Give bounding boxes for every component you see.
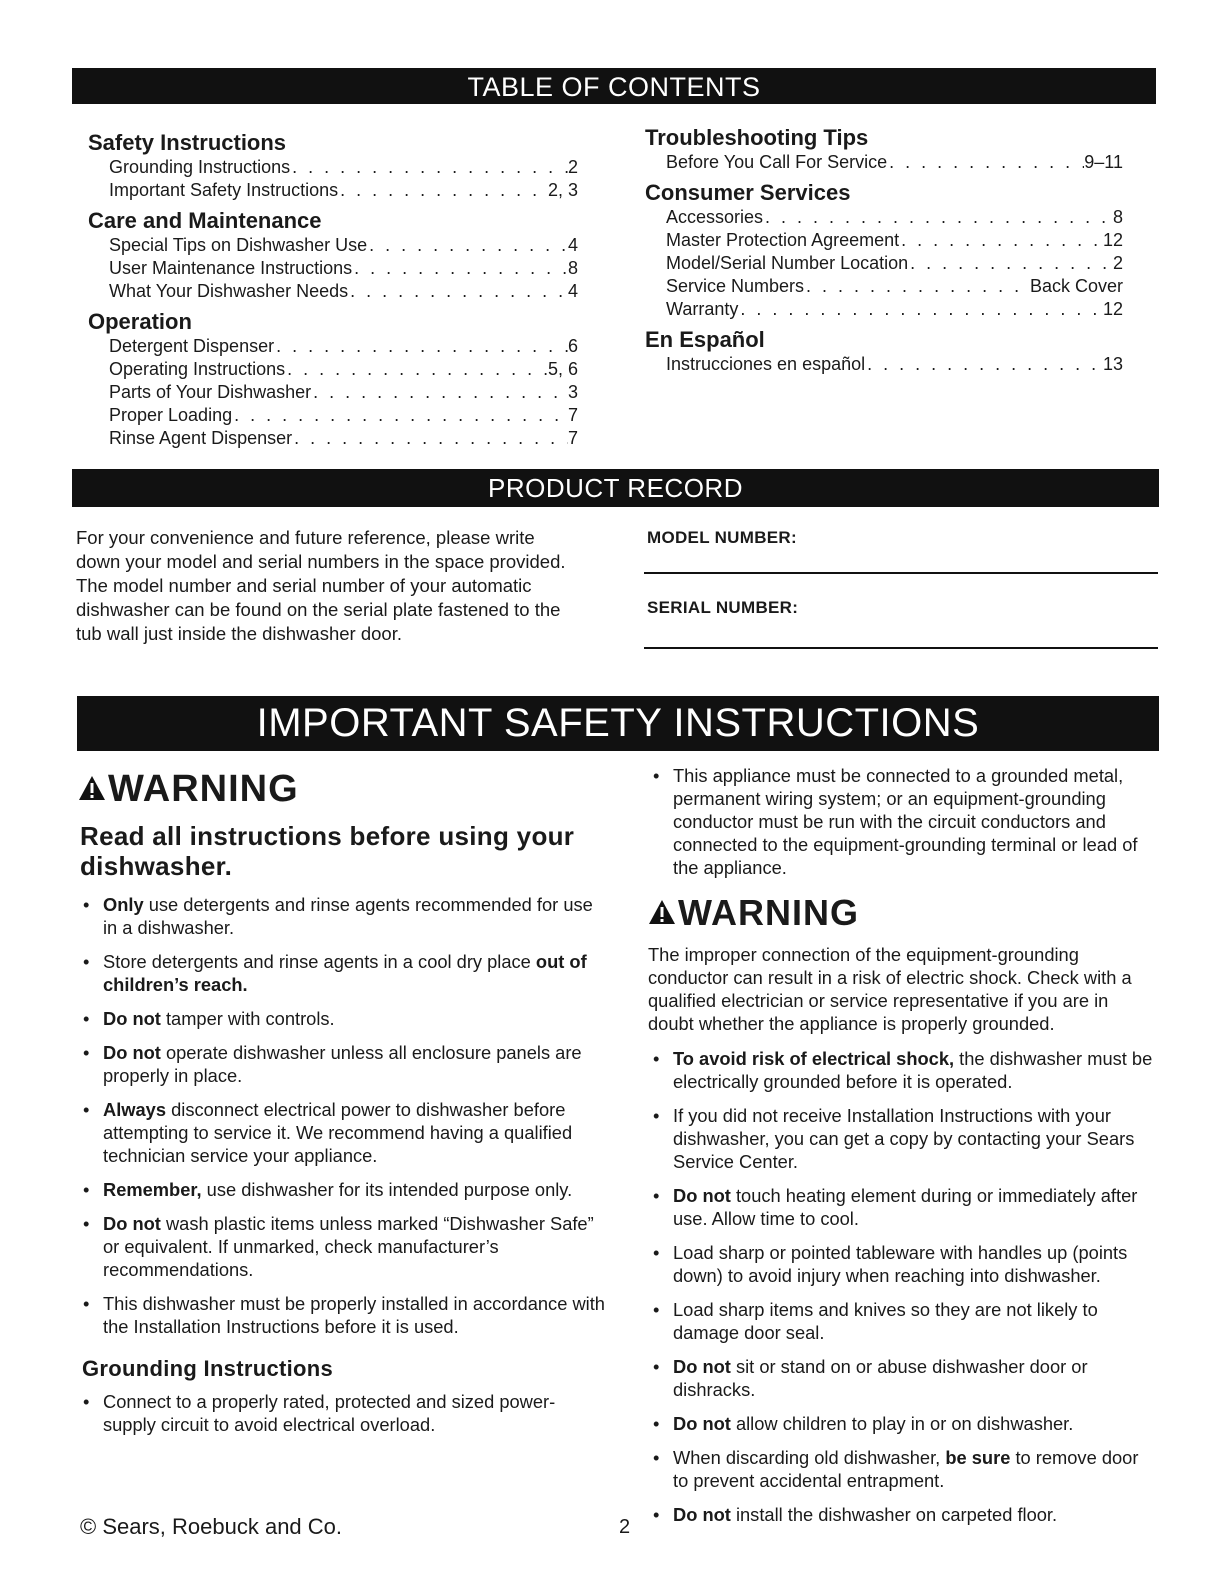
toc-section-heading: Safety Instructions [88, 130, 287, 155]
bullet-text: to remove door to prevent accidental entrapment. [673, 1447, 1139, 1491]
bullet-item [78, 1098, 608, 1167]
toc-section-heading: Care and Maintenance [88, 208, 322, 233]
toc-entry-label: Parts of Your Dishwasher [109, 382, 312, 402]
bullet-emphasis: Do not [673, 1504, 731, 1525]
bullet-item [648, 1104, 1158, 1173]
toc-entry [88, 381, 578, 404]
bullet-item [78, 1178, 608, 1201]
toc-entry [88, 234, 578, 257]
warning-triangle-icon [78, 775, 106, 801]
bullet-text: allow children to play in or on dishwasher. [730, 1413, 1074, 1434]
bullet-item [648, 1355, 1158, 1401]
toc-leader-dots [804, 275, 1030, 298]
bullet-text: When discarding old dishwasher, [673, 1447, 946, 1468]
toc-entry-page: 7 [567, 405, 578, 425]
safety-left-column [78, 767, 608, 1447]
toc-entry-page: Back Cover [1029, 276, 1123, 296]
bullet-emphasis: Do not [103, 1213, 161, 1234]
bullet-text: touch heating element during or immediately after use. Allow time to cool. [673, 1185, 1138, 1229]
toc-entry-label: Instrucciones en español [666, 354, 866, 374]
bullet-text: wash plastic items unless marked “Dishwasher Safe” or equivalent. If unmarked, check manufacturer’s recommendations. [103, 1213, 594, 1280]
bullet-item [648, 1446, 1158, 1492]
bullet-text: Load sharp items and knives so they are not likely to damage door seal. [673, 1299, 1098, 1343]
read-instructions-heading: Read all instructions before using your dishwasher. [80, 821, 575, 881]
toc-leader-dots [763, 206, 1113, 229]
bullet-text: disconnect electrical power to dishwasher before attempting to service it. We recommend having a qualified technician service your appliance. [103, 1099, 573, 1166]
toc-section [88, 208, 578, 303]
toc-entry-page: 2 [567, 157, 578, 177]
warning-heading-2 [648, 891, 1158, 935]
toc-entry-page: 12 [1102, 299, 1123, 319]
toc-entry-label: Proper Loading [109, 405, 233, 425]
bullet-item [78, 1292, 608, 1338]
toc-entry [88, 404, 578, 427]
toc-entry [645, 151, 1123, 174]
toc-leader-dots [274, 335, 568, 358]
bullet-text: the dishwasher must be electrically grounded before it is operated. [673, 1048, 1153, 1092]
toc-entry-page: 8 [567, 258, 578, 278]
bullet-item [78, 950, 608, 996]
bullet-item [648, 764, 1158, 879]
toc-leader-dots [348, 280, 568, 303]
toc-entry-page: 9–11 [1084, 152, 1123, 172]
toc-entry-page: 5, 6 [547, 359, 578, 379]
toc-entry [88, 427, 578, 450]
toc-entry-label: What Your Dishwasher Needs [109, 281, 349, 301]
toc-entry [645, 353, 1123, 376]
bullet-emphasis: Do not [103, 1042, 161, 1063]
toc-entry-label: Rinse Agent Dispenser [109, 428, 293, 448]
bullet-item [648, 1184, 1158, 1230]
toc-leader-dots [738, 298, 1103, 321]
bullet-item [648, 1298, 1158, 1344]
toc-section-heading: Troubleshooting Tips [645, 125, 869, 150]
bullet-text: sit or stand on or abuse dishwasher door or dishracks. [673, 1356, 1088, 1400]
bullet-text: Connect to a properly rated, protected and sized power-supply circuit to avoid electrical overload. [103, 1391, 556, 1435]
toc-leader-dots [290, 156, 568, 179]
bullet-text: use detergents and rinse agents recommended for use in a dishwasher. [103, 894, 593, 938]
toc-entry-label: Service Numbers [666, 276, 805, 296]
toc-section [88, 130, 578, 202]
serial-number-line [644, 647, 1158, 649]
grounding-list [78, 1390, 608, 1436]
bullet-text: operate dishwasher unless all enclosure panels are properly in place. [103, 1042, 582, 1086]
toc-entry-page: 12 [1102, 230, 1123, 250]
toc-entry-label: Detergent Dispenser [109, 336, 275, 356]
toc-entry [88, 257, 578, 280]
product-record-text: For your convenience and future reference, please write down your model and serial numbers in the space provided. The model number and serial number of your automatic dishwasher can be found on the serial plate fastened to the tub wall just inside the dishwasher door. [76, 527, 566, 644]
bullet-emphasis: Do not [103, 1008, 161, 1029]
copyright-notice: © Sears, Roebuck and Co. [80, 1514, 343, 1539]
bullet-emphasis: Do not [673, 1413, 731, 1434]
toc-entry [88, 179, 578, 202]
bullet-text: use dishwasher for its intended purpose only. [201, 1179, 573, 1200]
left-safety-list [78, 893, 608, 1338]
toc-entry-page: 2 [1112, 253, 1123, 273]
bullet-text: This appliance must be connected to a grounded metal, permanent wiring system; or an equipment-grounding conductor must be run with the circuit conductors and connected to the equipment-grounding terminal or lead of the appliance. [673, 765, 1138, 878]
right-top-safety-list [648, 764, 1158, 879]
toc-leader-dots [352, 257, 568, 280]
bullet-item [78, 893, 608, 939]
toc-leader-dots [232, 404, 568, 427]
warning-heading [78, 767, 608, 811]
toc-entry-page: 2, 3 [547, 180, 578, 200]
bullet-text: Store detergents and rinse agents in a cool dry place [103, 951, 536, 972]
toc-leader-dots [908, 252, 1113, 275]
toc-entry-page: 8 [1112, 207, 1123, 227]
toc-leader-dots [865, 353, 1103, 376]
bullet-item [78, 1212, 608, 1281]
toc-leader-dots [338, 179, 548, 202]
toc-leader-dots [285, 358, 548, 381]
toc-entry-label: Important Safety Instructions [109, 180, 339, 200]
toc-entry [645, 206, 1123, 229]
toc-entry-label: Master Protection Agreement [666, 230, 900, 250]
model-number-line [644, 572, 1158, 574]
safety-right-column [648, 764, 1158, 1537]
toc-leader-dots [292, 427, 568, 450]
toc-entry-label: Model/Serial Number Location [666, 253, 909, 273]
bullet-text: This dishwasher must be properly installed in accordance with the Installation Instructions before it is used. [103, 1293, 605, 1337]
bullet-emphasis: be sure [945, 1447, 1011, 1468]
right-safety-list [648, 1047, 1158, 1526]
bullet-emphasis: out of children’s reach. [103, 951, 587, 995]
toc-entry-page: 3 [567, 382, 578, 402]
product-record-title-bar [72, 469, 1159, 507]
toc-entry [88, 358, 578, 381]
toc-section-heading: Consumer Services [645, 180, 851, 205]
toc-entry [88, 335, 578, 358]
toc-entry-label: User Maintenance Instructions [109, 258, 353, 278]
toc-section [645, 180, 1123, 321]
safety-title: IMPORTANT SAFETY INSTRUCTIONS [256, 701, 980, 745]
toc-entry [88, 156, 578, 179]
bullet-text: If you did not receive Installation Instructions with your dishwasher, you can get a copy by contacting your Sears Service Center. [673, 1105, 1135, 1172]
toc-section-heading: En Español [645, 327, 765, 352]
toc-leader-dots [367, 234, 568, 257]
toc-entry-page: 4 [567, 281, 578, 301]
toc-entry [88, 280, 578, 303]
toc-entry-page: 4 [567, 235, 578, 255]
bullet-item [78, 1041, 608, 1087]
bullet-emphasis: Remember, [103, 1179, 202, 1200]
bullet-text: install the dishwasher on carpeted floor. [730, 1504, 1058, 1525]
grounding-instructions-heading: Grounding Instructions [82, 1356, 334, 1381]
warning-text: The improper connection of the equipment-grounding conductor can result in a risk of electric shock. Check with a qualified electrician or service representative if you are in doubt whether the appliance is properly grounded. [648, 944, 1132, 1034]
serial-number-label: SERIAL NUMBER: [647, 598, 799, 617]
warning-label-2: WARNING [678, 892, 859, 933]
toc-entry-label: Grounding Instructions [109, 157, 291, 177]
toc-section [88, 309, 578, 450]
bullet-item [648, 1503, 1158, 1526]
bullet-emphasis: To avoid risk of electrical shock, [673, 1048, 955, 1069]
toc-section [645, 125, 1123, 174]
toc-title-bar [72, 68, 1156, 104]
toc-right-column [645, 125, 1123, 376]
page-number: 2 [619, 1516, 631, 1538]
toc-entry-label: Before You Call For Service [666, 152, 888, 172]
bullet-text: tamper with controls. [160, 1008, 335, 1029]
toc-entry [645, 298, 1123, 321]
bullet-item [648, 1241, 1158, 1287]
toc-entry-label: Accessories [666, 207, 764, 227]
toc-leader-dots [899, 229, 1103, 252]
model-number-label: MODEL NUMBER: [647, 528, 797, 547]
toc-title: TABLE OF CONTENTS [467, 72, 761, 102]
warning-label: WARNING [108, 768, 299, 810]
toc-section [645, 327, 1123, 376]
toc-entry-label: Operating Instructions [109, 359, 286, 379]
safety-title-bar [77, 696, 1159, 751]
toc-entry-label: Special Tips on Dishwasher Use [109, 235, 368, 255]
product-record-title: PRODUCT RECORD [488, 473, 743, 503]
bullet-emphasis: Do not [673, 1356, 731, 1377]
bullet-emphasis: Always [103, 1099, 167, 1120]
toc-entry-page: 13 [1102, 354, 1123, 374]
toc-leader-dots [887, 151, 1084, 174]
toc-entry [645, 252, 1123, 275]
bullet-item [78, 1390, 608, 1436]
toc-entry [645, 275, 1123, 298]
bullet-emphasis: Do not [673, 1185, 731, 1206]
toc-entry-page: 7 [567, 428, 578, 448]
toc-entry [645, 229, 1123, 252]
bullet-text: Load sharp or pointed tableware with handles up (points down) to avoid injury when reaching into dishwasher. [673, 1242, 1128, 1286]
toc-leader-dots [311, 381, 568, 404]
bullet-item [648, 1047, 1158, 1093]
toc-entry-page: 6 [567, 336, 578, 356]
toc-entry-label: Warranty [666, 299, 739, 319]
bullet-item [78, 1007, 608, 1030]
warning-triangle-icon [648, 899, 676, 925]
bullet-emphasis: Only [103, 894, 144, 915]
toc-section-heading: Operation [88, 309, 192, 334]
toc-left-column [88, 130, 578, 450]
bullet-item [648, 1412, 1158, 1435]
